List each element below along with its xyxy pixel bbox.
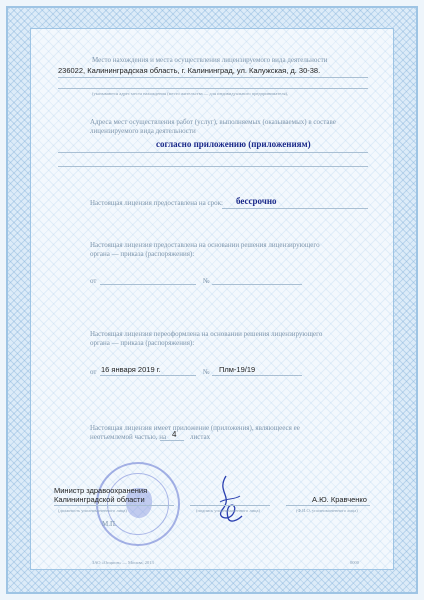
grant-label-1: Настоящая лицензия предоставлена на основании решения лицензирующего bbox=[90, 241, 320, 249]
appendix-label-2-end: листах bbox=[190, 433, 211, 441]
location-line bbox=[58, 77, 368, 78]
reissue-from-label: от bbox=[90, 368, 97, 376]
work-places-line bbox=[58, 152, 368, 153]
appendix-sheet-count: 4 bbox=[172, 430, 177, 439]
work-places-line-2 bbox=[58, 166, 368, 167]
printer-imprint: ЗАО «Опцион» — Москва, 2013 bbox=[92, 560, 154, 565]
handwritten-signature bbox=[204, 472, 250, 528]
grant-number-line bbox=[212, 284, 302, 285]
grant-number-label: № bbox=[203, 277, 210, 285]
signatory-position-1: Министр здравоохранения bbox=[54, 486, 148, 495]
reissue-number-line bbox=[212, 375, 302, 376]
term-label: Настоящая лицензия предоставлена на срок: bbox=[90, 199, 223, 207]
stamp-place-label: М.П. bbox=[102, 520, 117, 528]
reissue-number-label: № bbox=[203, 368, 210, 376]
work-places-value: согласно приложению (приложениям) bbox=[156, 139, 311, 149]
official-seal bbox=[96, 462, 180, 546]
location-line-2 bbox=[58, 88, 368, 89]
reissue-label-2: органа — приказа (распоряжения): bbox=[90, 339, 195, 347]
name-line bbox=[286, 505, 370, 506]
caption-signature: (подпись уполномоченного лица) bbox=[196, 508, 260, 513]
reissue-label-1: Настоящая лицензия переоформлена на основании решения лицензирующего bbox=[90, 330, 323, 338]
position-line bbox=[54, 505, 174, 506]
reissue-number: Плм-19/19 bbox=[219, 365, 256, 374]
grant-from-label: от bbox=[90, 277, 97, 285]
appendix-label-2-start: неотъемлемой частью, на bbox=[90, 433, 167, 441]
term-value: бессрочно bbox=[236, 196, 277, 206]
work-places-label-2: лицензируемого вида деятельности bbox=[90, 127, 196, 135]
work-places-label-1: Адреса мест осуществления работ (услуг), выполняемых (оказываемых) в составе bbox=[90, 118, 336, 126]
appendix-count-line bbox=[160, 440, 184, 441]
grant-date-line bbox=[100, 284, 196, 285]
signature-line bbox=[190, 505, 270, 506]
term-line bbox=[222, 208, 368, 209]
reissue-date-line bbox=[100, 375, 196, 376]
form-code: 0000 bbox=[350, 560, 359, 565]
location-address: 236022, Калининградская область, г. Калининград, ул. Калужская, д. 30-38. bbox=[58, 66, 321, 75]
signatory-position-2: Калининградской области bbox=[54, 495, 145, 504]
caption-name: (Ф.И.О. уполномоченного лица) bbox=[296, 508, 358, 513]
location-label: Место нахождения и места осуществления лицензируемого вида деятельности bbox=[92, 56, 328, 64]
location-hint: (указываются адрес места нахождения (место жительства — для индивидуального предпринимателя), bbox=[92, 91, 289, 96]
caption-position: (должность уполномоченного лица) bbox=[58, 508, 127, 513]
signatory-name: А.Ю. Кравченко bbox=[312, 495, 367, 504]
reissue-date: 16 января 2019 г. bbox=[101, 365, 161, 374]
grant-label-2: органа — приказа (распоряжения): bbox=[90, 250, 195, 258]
appendix-label-1: Настоящая лицензия имеет приложение (приложения), являющееся ее bbox=[90, 424, 300, 432]
